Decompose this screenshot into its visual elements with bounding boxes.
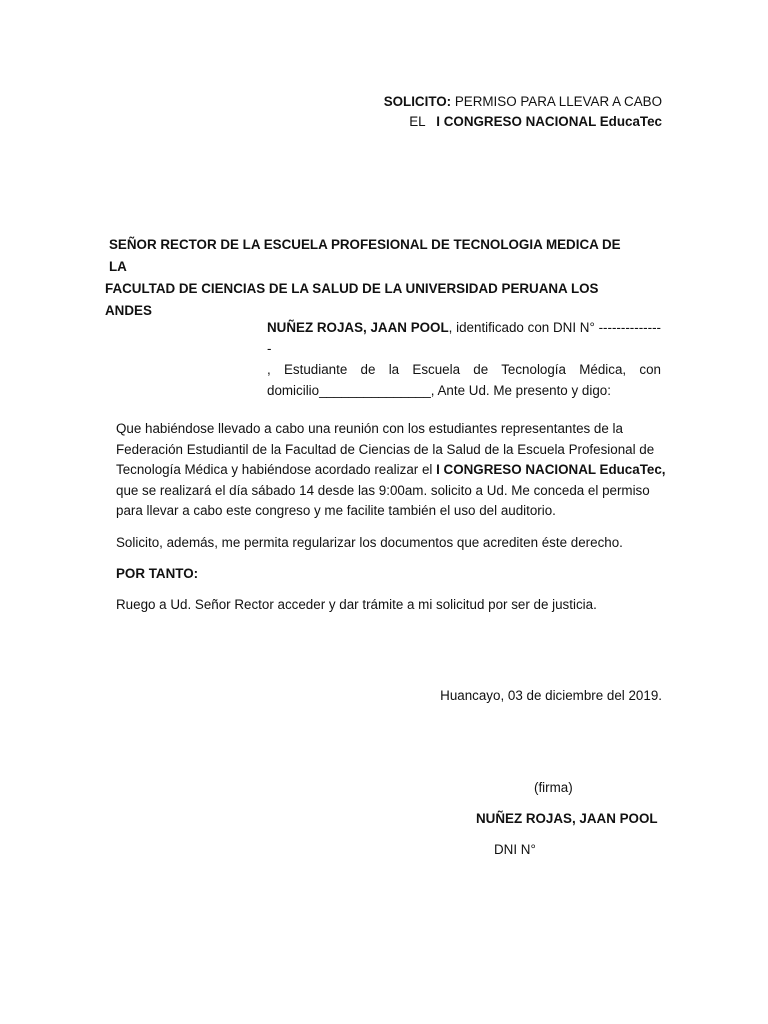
subject-line-1 bbox=[300, 92, 662, 112]
subject-line-2 bbox=[300, 112, 662, 132]
por-tanto-heading: POR TANTO: bbox=[116, 566, 199, 581]
addressee-line-2: FACULTAD DE CIENCIAS DE LA SALUD DE LA UNIVERSIDAD PERUANA LOS ANDES bbox=[105, 281, 599, 318]
ident-line-1-rest: , identificado con DNI N° --------------- bbox=[267, 320, 662, 356]
ident-line-3: domicilio_______________, Ante Ud. Me presento y digo: bbox=[267, 383, 611, 398]
date-line: Huancayo, 03 de diciembre del 2019. bbox=[440, 688, 662, 703]
additional-request: Solicito, además, me permita regularizar los documentos que acrediten éste derecho. bbox=[116, 535, 623, 550]
request-line-3-text: Tecnología Médica y habiéndose acordado realizar el bbox=[116, 462, 437, 478]
subject-block bbox=[300, 92, 662, 132]
addressee-block bbox=[105, 234, 625, 322]
request-line-5: para llevar a cabo este congreso y me facilite también el uso del auditorio. bbox=[116, 503, 556, 519]
request-line-4: que se realizará el día sábado 14 desde las 9:00am. solicito a Ud. Me conceda el permiso bbox=[116, 482, 650, 498]
request-line-2: Federación Estudiantil de la Facultad de Ciencias de la Salud de la Escuela Profesional de bbox=[116, 441, 655, 457]
applicant-name: NUÑEZ ROJAS, JAAN POOL bbox=[267, 320, 449, 335]
subject-label: SOLICITO: bbox=[383, 94, 452, 109]
ident-line-1 bbox=[267, 317, 661, 359]
signature-placeholder: (firma) bbox=[534, 780, 573, 795]
congress-name: I CONGRESO NACIONAL EducaTec, bbox=[436, 462, 666, 478]
body-section bbox=[116, 419, 666, 612]
subject-text-1: PERMISO PARA LLEVAR A CABO bbox=[451, 94, 662, 109]
request-line-3 bbox=[116, 460, 666, 481]
subject-text-2-prefix: EL bbox=[409, 114, 437, 129]
identification-paragraph bbox=[267, 317, 661, 401]
closing-plea: Ruego a Ud. Señor Rector acceder y dar trámite a mi solicitud por ser de justicia. bbox=[116, 597, 597, 612]
subject-text-2-bold: I CONGRESO NACIONAL EducaTec bbox=[436, 114, 662, 129]
request-line-1: Que habiéndose llevado a cabo una reunión con los estudiantes representantes de la bbox=[116, 421, 623, 436]
ident-line-2: , Estudiante de la Escuela de Tecnología Médica, con bbox=[267, 362, 661, 377]
signer-dni: DNI N° bbox=[494, 842, 536, 857]
signer-name: NUÑEZ ROJAS, JAAN POOL bbox=[476, 811, 658, 826]
request-paragraph bbox=[116, 419, 666, 522]
addressee-line-1: SEÑOR RECTOR DE LA ESCUELA PROFESIONAL DE TECNOLOGIA MEDICA DE LA bbox=[109, 237, 621, 274]
